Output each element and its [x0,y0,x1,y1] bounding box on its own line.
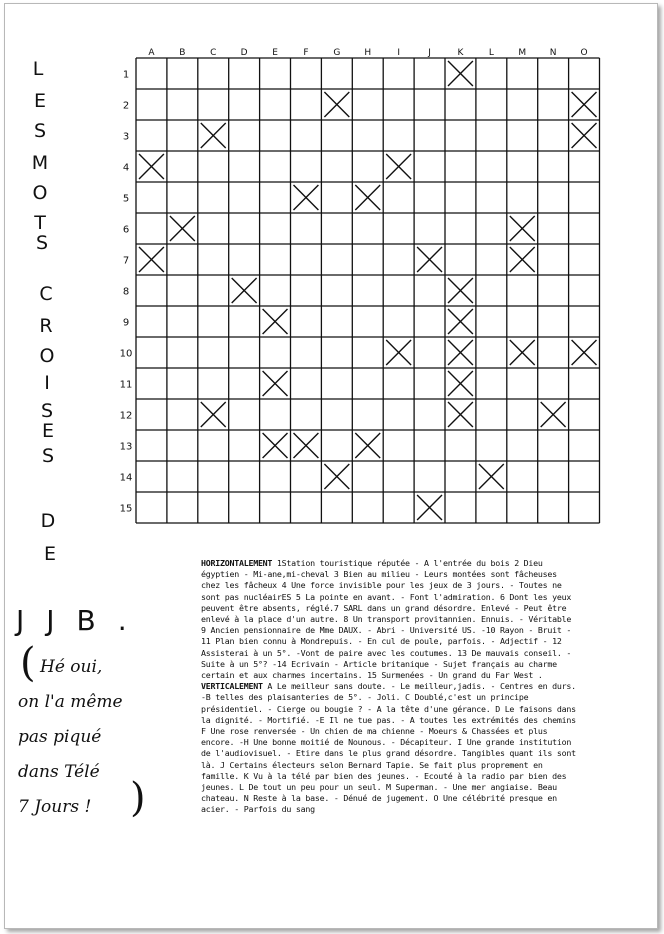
title-letter: L [32,58,44,80]
column-label: A [148,48,155,58]
column-label: N [549,48,557,58]
column-label: D [240,48,248,58]
row-label: 5 [122,193,130,205]
clues-block [201,558,579,816]
horizontal-clues: 1Station touristique réputée - A l'entrée du bois 2 Dieu égyptien - Mi-ane,mi-cheval 3 Bien au milieu - Leurs montées sont fâcheuses chez les fâcheux 4 Une force invisible pour les jeux de 3 jours. - Toutes ne sont pas nucléairES 5 La pointe en avant. - Font l'admiration. 6 Dont les yeux peuvent être absents, réglé.7 SARL dans un grand désordre. Enlevé - Peut être enlevé à la place d'un autre. 8 Un transport provitannien. Ennuis. - Véritable 9 Ancien pensionnaire de Mme DAUX. - Abri - Université US. -10 Rayon - Bruit - 11 Plan bien connu à Mondrepuis. - En cul de poule, parfois. - Adjectif - 12 Assisterai à un 5°. -Vont de paire avec les coutumes. 13 De mauvais conseil. - Suite à un 5°? -14 Ecrivain - Article britanique - Sujet français au charme certain et aux charmes incertains. 15 Surmenées - Un grand du Far West . [201,558,572,681]
column-label: M [518,48,527,58]
column-label: B [179,48,186,58]
column-label: G [333,48,341,58]
column-label: L [488,48,494,58]
title-letter: S [41,445,55,467]
row-label: 1 [122,69,130,81]
row-label: 12 [119,410,133,422]
title-letter: E [43,543,57,565]
note-open-paren: ( [20,640,36,686]
row-label: 3 [122,131,130,143]
title-letter: E [33,90,47,112]
row-label: 2 [122,100,130,112]
row-label: 9 [122,317,130,329]
column-label: I [397,48,400,58]
note-line: on l'a même [18,692,123,712]
title-letter: I [44,372,50,394]
row-label: 7 [122,255,130,267]
column-label: H [364,48,372,58]
vertical-clues: A Le meilleur sans doute. - Le meilleur,jadis. - Centres en durs. -B telles des plaisanteries de 5°. - Joli. C Doublé,c'est un principe présidentiel. - Cierge ou bougie ? - A la tête d'une gérance. D Le faisons dans la dignité. - Mortifié. -E Il ne tue pas. - A toutes les extrémités des chemins F Une rose renversée - Un chien de ma chienne - Moeurs & Chassées et plus encore. -H Une bonne moitié de Nounous. - Décapiteur. I Une grande institution de l'audiovisuel. - Etire dans le plus grand désordre. Tangibles quant ils sont là. J Certains électeurs selon Bernard Tapie. Se fait plus proprement en famille. K Vu à la télé par bien des jeunes. - Ecouté à la radio par bien des jeunes. L De tout un peu pour un seul. M Superman. - Une mer angiaise. Beau chateau. N Reste à la base. - Dénué de jugement. O Une célébrité presque en acier. - Parfois du sang [201,681,576,815]
note-line: 7 Jours ! [18,797,92,817]
row-label: 11 [119,379,133,391]
note-line: pas piqué [18,727,102,747]
row-label: 4 [122,162,130,174]
row-label: 13 [119,441,133,453]
title-letter: T [34,212,46,234]
row-label: 14 [119,472,133,484]
title-letter: S [40,400,54,422]
title-letter: O [32,182,48,204]
title-letter: S [33,120,47,142]
row-label: 15 [119,503,133,515]
vertical-label: VERTICALEMENT [201,681,263,692]
title-letter: E [41,420,55,442]
title-letter: M [31,152,49,174]
column-label: E [272,48,278,58]
note-line: Hé oui, [40,657,103,677]
row-label: 6 [122,224,130,236]
author-initials: JJB. [16,604,149,637]
title-letter: D [40,510,56,532]
column-label: K [457,48,464,58]
horizontal-label: HORIZONTALEMENT [201,558,273,568]
title-letter: R [39,315,53,337]
column-label: F [303,48,309,58]
note-close-paren: ) [130,775,146,821]
title-letter: C [39,283,53,305]
row-label: 8 [122,286,130,298]
title-letter: S [35,232,49,254]
note-line: dans Télé [18,762,100,782]
column-label: J [428,48,431,58]
column-label: C [210,48,217,58]
column-label: O [580,48,588,58]
title-letter: O [39,345,55,367]
row-label: 10 [119,348,133,360]
